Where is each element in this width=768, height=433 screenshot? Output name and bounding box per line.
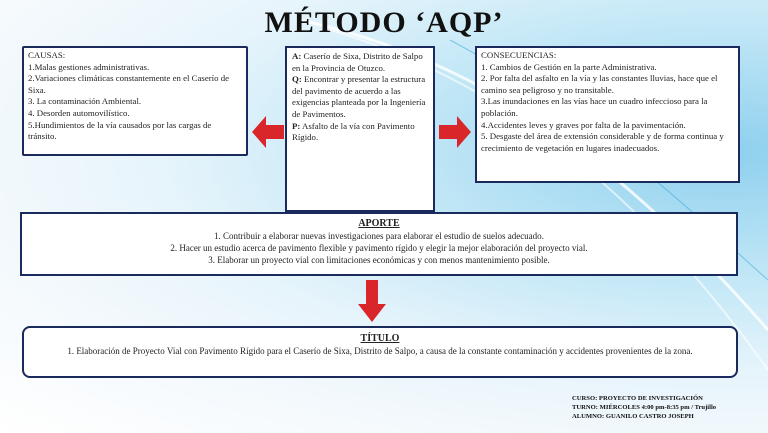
aqp-box (285, 46, 435, 212)
aqp-p-text: Asfalto de la vía con Pavimento Rígido. (292, 120, 415, 143)
causas-item: 1.Malas gestiones administrativas. (28, 61, 150, 72)
consecuencias-item: 1. Cambios de Gestión en la parte Administrativa. (481, 61, 657, 72)
slide-title: MÉTODO ‘AQP’ (264, 6, 504, 39)
causas-item: 3. La contaminación Ambiental. (28, 96, 142, 107)
consecuencias-item: 3.Las inundaciones en las vías hace un cuadro infeccioso para la población. (481, 96, 708, 118)
aqp-q-block (292, 74, 428, 120)
aqp-p-label: P: (292, 120, 301, 131)
footer-alumno: ALUMNO: GUANILO CASTRO JOSEPH (572, 413, 694, 420)
aqp-a-block (292, 51, 428, 74)
down-arrow-icon (358, 280, 386, 322)
footer-turno: TURNO: MIÉRCOLES 4:00 pm-8:35 pm / Trujillo (572, 404, 717, 411)
titulo-heading: TÍTULO (360, 333, 400, 344)
consecuencias-heading: CONSECUENCIAS: (481, 50, 557, 60)
aqp-p-block (292, 121, 428, 144)
aqp-q-label: Q: (292, 74, 302, 85)
consecuencias-box (475, 46, 740, 183)
aqp-a-label: A: (292, 51, 302, 61)
causas-heading: CAUSAS: (28, 50, 66, 60)
consecuencias-item: 2. Por falta del asfalto en la vía y las constantes lluvias, hace que el camino sea peligroso y no transitable. (481, 73, 718, 95)
causas-box (22, 46, 248, 156)
causas-item: 4. Desorden automovilístico. (28, 107, 130, 118)
consecuencias-item: 4.Accidentes leves y graves por falta de la pavimentación. (481, 119, 686, 130)
footer-curso: CURSO: PROYECTO DE INVESTIGACIÓN (572, 395, 703, 402)
right-arrow-icon (439, 116, 471, 148)
titulo-box (22, 326, 738, 378)
causas-item: 5.Hundimientos de la vía causados por las cargas de tránsito. (28, 119, 212, 142)
aporte-item: 2. Hacer un estudio acerca de pavimento flexible y pavimento rígido y elegir la mejor elaboración del proyecto vial. (170, 243, 588, 253)
aporte-heading: APORTE (358, 218, 400, 229)
aporte-box (20, 212, 738, 276)
aqp-a-text: Caserío de Sixa, Distrito de Salpo en la Provincia de Otuzco. (292, 51, 423, 73)
titulo-text: 1. Elaboración de Proyecto Vial con Pavimento Rígido para el Caserío de Sixa, Distrito de Salpo, a causa de la constante contaminación y accidentes provenientes de la zona. (67, 346, 693, 356)
aporte-item: 1. Contribuir a elaborar nuevas investigaciones para elaborar el estudio de suelos adecuado. (214, 231, 544, 241)
consecuencias-item: 5. Desgaste del área de extensión considerable y de forma continua y crecimiento de vegetación en lugares inadecuados. (481, 131, 724, 153)
footer-info (572, 394, 760, 421)
aporte-item: 3. Elaborar un proyecto vial con limitaciones económicas y con menos mantenimiento posible. (208, 255, 550, 265)
left-arrow-icon (252, 116, 284, 148)
aqp-q-text: Encontrar y presentar la estructura del pavimento de acuerdo a las exigencias planteada por la Ingeniería de Pavimentos. (292, 74, 426, 119)
causas-item: 2.Variaciones climáticas constantemente en el Caserío de Sixa. (28, 73, 230, 95)
